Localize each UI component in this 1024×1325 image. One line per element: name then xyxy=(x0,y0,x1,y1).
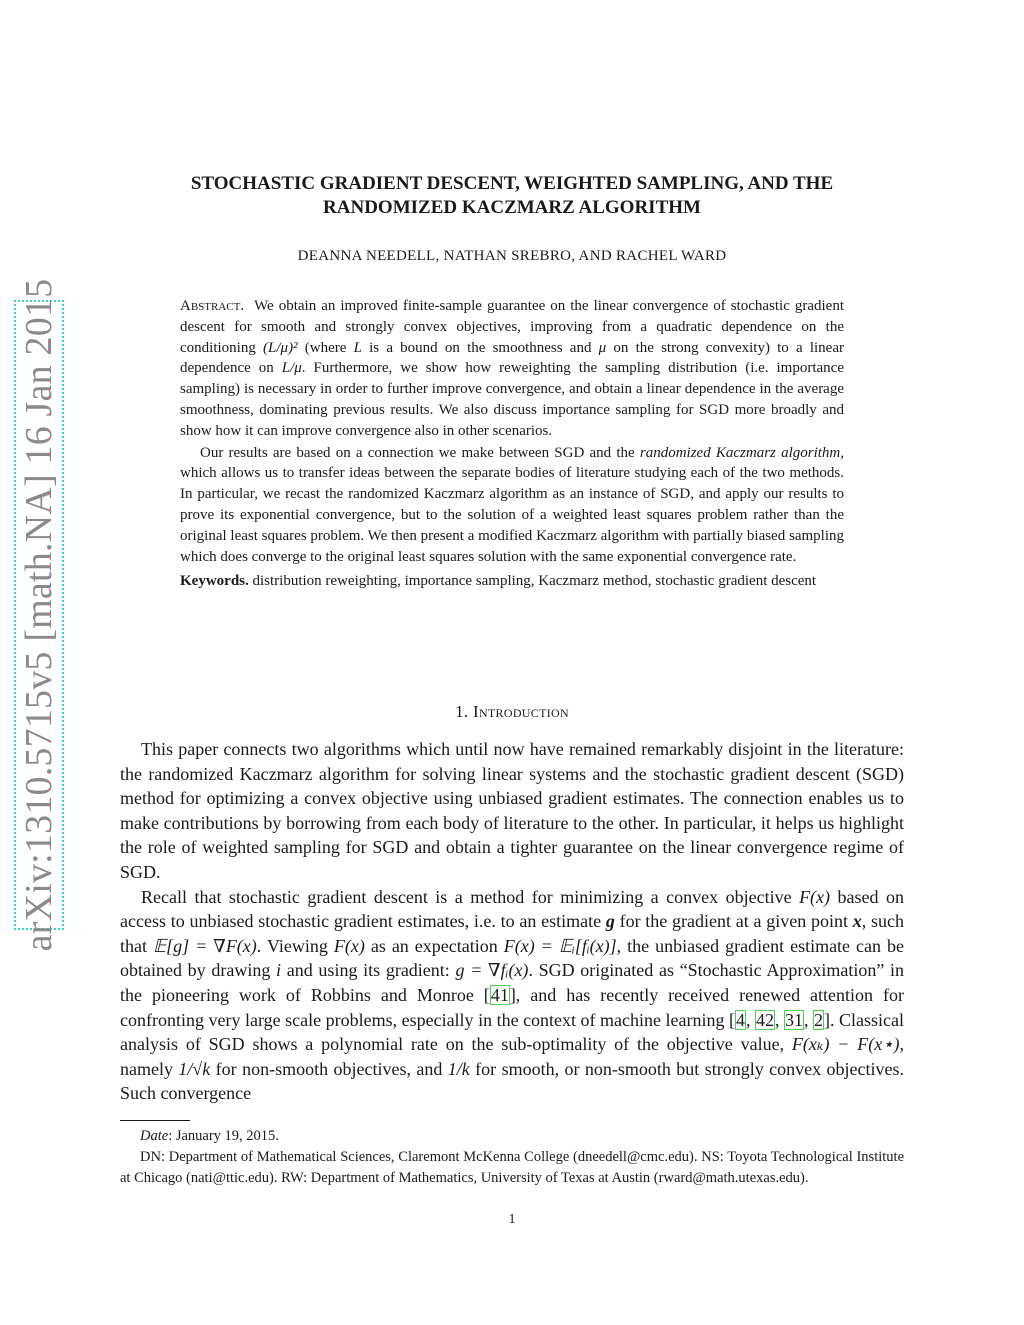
body-text: based on access to unbiased stochastic gradient estimates, i.e. to an estimate xyxy=(120,886,904,932)
abstract-text: (where xyxy=(297,339,354,356)
section-heading-introduction xyxy=(120,702,904,722)
math-inline: (L/μ)² xyxy=(263,339,298,356)
body-text: ], and has recently received renewed attention for confronting very large scale problems, especially in the context of machine learning [ xyxy=(120,984,905,1030)
math-inline: i xyxy=(276,960,282,981)
body-text: , namely xyxy=(120,1034,904,1079)
math-inline: x xyxy=(852,911,862,932)
body-text: for smooth, or non-smooth but strongly convex objectives. Such convergence xyxy=(120,1058,904,1104)
abstract-label: Abstract. xyxy=(180,298,245,314)
title-line-1: STOCHASTIC GRADIENT DESCENT, WEIGHTED SAMPLING, AND THE xyxy=(190,173,834,194)
paper-title xyxy=(120,172,904,220)
keywords xyxy=(180,571,844,592)
footnote-divider xyxy=(120,1120,190,1121)
emphasis-text: randomized Kaczmarz algorithm xyxy=(639,444,841,461)
body-text: , the unbiased gradient estimate can be obtained by drawing xyxy=(120,935,904,981)
body-text: as an expectation xyxy=(364,935,504,956)
abstract-paragraph-2 xyxy=(180,443,844,568)
body-text: ]. Classical analysis of SGD shows a polynomial rate on the sub-optimality of the objective value, xyxy=(120,1009,905,1055)
abstract-text: is a bound on the smoothness and xyxy=(361,339,599,356)
citation-link[interactable]: 2 xyxy=(814,1009,824,1030)
body-text: , such that xyxy=(120,911,904,956)
math-inline: F(xₖ) − F(x⋆) xyxy=(791,1034,900,1055)
abstract-text: Our results are based on a connection we make between SGD and the xyxy=(200,444,640,461)
date-value: : January 19, 2015. xyxy=(168,1128,279,1144)
math-inline: L xyxy=(353,339,362,356)
arxiv-sidebar-stamp[interactable] xyxy=(14,278,64,952)
footnote-date xyxy=(120,1126,904,1147)
footnotes xyxy=(120,1126,904,1189)
citation-separator: , xyxy=(775,1009,785,1030)
body-text: Recall that stochastic gradient descent is a method for minimizing a convex objective xyxy=(141,886,800,907)
keywords-list: distribution reweighting, importance sampling, Kaczmarz method, stochastic gradient descent xyxy=(248,573,817,590)
math-inline: L/μ xyxy=(281,360,302,377)
arxiv-identifier: arXiv:1310.5715v5 [math.NA] 16 Jan 2015 xyxy=(18,278,60,952)
abstract xyxy=(180,296,844,592)
body-text: and using its gradient: xyxy=(281,960,456,981)
keywords-label: Keywords. xyxy=(180,573,249,590)
page-number: 1 xyxy=(508,1212,516,1227)
math-inline: g = ∇fᵢ(x) xyxy=(455,960,529,981)
math-inline: 1/k xyxy=(447,1058,470,1079)
abstract-text: , which allows us to transfer ideas between the separate bodies of literature studying each of the two methods. In particular, we recast the randomized Kaczmarz algorithm as an instance of SGD, and apply our results to prove its exponential convergence, but to the solution of a weighted least squares problem rather than the original least squares problem. We then present a modified Kaczmarz algorithm with partially biased sampling which does converge to the original least squares solution with the same exponential convergence rate. xyxy=(180,444,845,565)
intro-paragraph-1: This paper connects two algorithms which until now have remained remarkably disjoint in the literature: the randomized Kaczmarz algorithm for solving linear systems and the stochastic gradient descent (SGD) method for optimizing a convex objective using unbiased gradient estimates. The connection enables us to make contributions by borrowing from each body of literature to the other. In particular, it helps us highlight the role of weighted sampling for SGD and obtain a tighter guarantee on the linear convergence regime of SGD. xyxy=(120,739,904,882)
citation-link[interactable]: 31 xyxy=(785,1009,804,1030)
citation-link[interactable]: 41 xyxy=(490,984,509,1005)
author-list: DEANNA NEEDELL, NATHAN SREBRO, AND RACHEL WARD xyxy=(297,248,727,264)
abstract-paragraph-1 xyxy=(180,296,844,442)
citation-link[interactable]: 4 xyxy=(736,1009,745,1030)
abstract-text: We obtain an improved finite-sample guarantee on the linear convergence of stochastic gradient descent for smooth and strongly convex objectives, improving from a quadratic dependence on the conditioning xyxy=(180,298,844,356)
math-inline: F(x) = 𝔼ᵢ[fᵢ(x)] xyxy=(503,935,617,956)
body-text: . SGD originated as “Stochastic Approximation” in the pioneering work of Robbins and Monroe [ xyxy=(120,960,905,1005)
citation-link[interactable]: 42 xyxy=(756,1009,775,1030)
body-text: for non-smooth objectives, and xyxy=(210,1058,448,1079)
math-inline: 𝔼[g] = ∇F(x) xyxy=(152,935,257,956)
intro-paragraph-2 xyxy=(120,885,904,1106)
body-text: for the gradient at a given point xyxy=(614,911,853,932)
math-inline: g xyxy=(605,911,615,932)
body-text: . Viewing xyxy=(256,935,334,956)
math-inline: μ xyxy=(598,339,607,356)
citation-separator: , xyxy=(746,1009,756,1030)
section-number: 1. xyxy=(455,702,469,721)
footnote-affiliations: DN: Department of Mathematical Sciences, Claremont McKenna College (dneedell@cmc.edu). NS: Toyota Technological Institute at Chicago (nati@ttic.edu). RW: Department of Mathematics, University of Texas at Austin (rward@math.utexas.edu). xyxy=(120,1149,904,1186)
abstract-text: . Furthermore, we show how reweighting the sampling distribution (i.e. importance sampling) is necessary in order to further improve convergence, and obtain a linear dependence in the average smoothness, dominating previous results. We also discuss importance sampling for SGD more broadly and show how it can improve convergence also in other scenarios. xyxy=(180,360,844,439)
math-inline: 1/√k xyxy=(178,1058,211,1079)
introduction-body xyxy=(120,737,904,1106)
section-title: Introduction xyxy=(473,702,569,721)
citation-separator: , xyxy=(804,1009,814,1030)
date-label: Date xyxy=(140,1128,169,1144)
math-inline: F(x) xyxy=(333,935,365,956)
math-inline: F(x) xyxy=(799,886,831,907)
title-line-2: RANDOMIZED KACZMARZ ALGORITHM xyxy=(323,197,701,218)
abstract-text: on the strong convexity) to a linear dependence on xyxy=(180,339,844,377)
